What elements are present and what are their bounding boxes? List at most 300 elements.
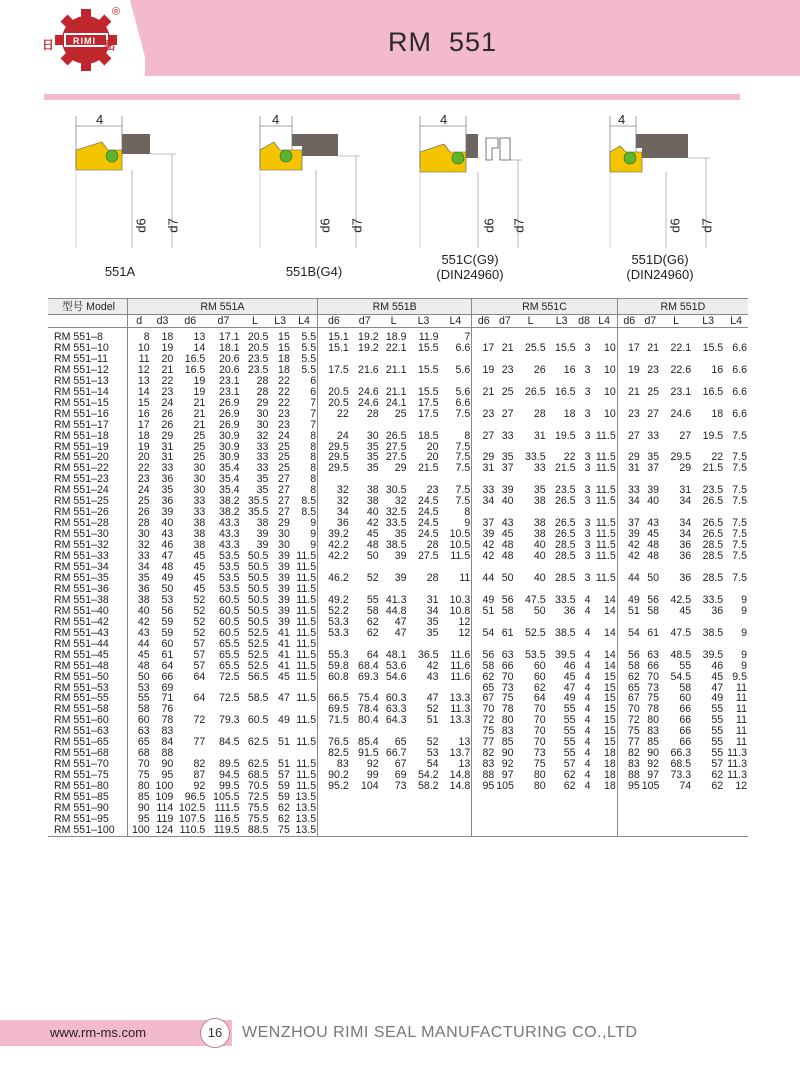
value-cell: 11.5 [296, 572, 317, 584]
value-cell: 49 [617, 595, 641, 606]
value-cell [472, 420, 496, 431]
value-cell [515, 354, 547, 365]
value-cell: 65 [394, 737, 407, 749]
model-cell: RM 551–65 [54, 737, 109, 749]
value-cell: 52.5 [247, 627, 269, 639]
value-cell [495, 803, 514, 814]
value-cell: 14 [127, 387, 151, 398]
table-row [48, 617, 748, 628]
value-cell: 63 [647, 649, 660, 661]
value-cell [241, 726, 270, 737]
value-cell: 82 [193, 759, 206, 771]
value-cell: 47 [711, 682, 724, 694]
dim-d6-label: d6 [317, 218, 333, 233]
value-cell: 61 [161, 649, 174, 661]
value-cell: 50 [366, 551, 379, 563]
value-cell: 25.5 [524, 342, 546, 354]
value-cell [380, 354, 408, 365]
value-cell [660, 584, 692, 595]
value-cell [407, 376, 439, 387]
value-cell [472, 814, 496, 825]
value-cell: 45 [366, 529, 379, 541]
value-cell: 73 [501, 682, 514, 694]
value-cell: 6.6 [455, 342, 471, 354]
value-cell: 66 [679, 715, 692, 727]
value-cell: 18 [161, 331, 174, 343]
table-row [48, 672, 748, 683]
value-cell [692, 825, 724, 836]
value-cell: 34 [426, 605, 439, 617]
value-cell [495, 792, 514, 803]
value-cell: 56 [617, 650, 641, 661]
value-cell: 18 [563, 408, 576, 420]
value-cell: 26.9 [218, 419, 240, 431]
value-cell: 31 [161, 441, 174, 453]
value-cell [592, 354, 618, 365]
model-cell: RM 551–26 [54, 507, 109, 519]
value-cell [592, 474, 618, 485]
model-cell: RM 551–40 [54, 605, 109, 617]
value-cell: 21 [472, 387, 496, 398]
table-row [48, 584, 748, 595]
value-cell: 3 [584, 342, 591, 354]
value-cell: 11.3 [727, 748, 747, 760]
value-cell: 45 [127, 650, 151, 661]
value-cell [692, 814, 724, 825]
value-cell [617, 562, 641, 573]
value-cell: 26.9 [218, 408, 240, 420]
value-cell: 22.1 [385, 342, 407, 354]
value-cell: 70 [472, 704, 496, 715]
value-cell: 50 [161, 583, 174, 595]
value-cell: 11 [736, 682, 747, 694]
logo-char-right: 密 [104, 38, 117, 52]
value-cell: 27 [472, 431, 496, 442]
value-cell: 50 [127, 672, 151, 683]
value-cell [350, 584, 380, 595]
model-cell: RM 551–8 [54, 331, 103, 343]
value-cell: 11.5 [296, 583, 317, 595]
model-cell: RM 551–17 [54, 419, 109, 431]
column-header: L [515, 315, 547, 328]
value-cell: 119.5 [213, 824, 240, 836]
value-cell: 25 [278, 463, 290, 475]
value-cell: 45 [193, 583, 206, 595]
value-cell: 32.5 [385, 507, 407, 519]
value-cell [318, 354, 350, 365]
value-cell: 69.5 [318, 704, 350, 715]
dim-4-label: 4 [272, 112, 280, 127]
value-cell: 16 [563, 364, 576, 376]
value-cell: 20.5 [247, 342, 269, 354]
value-cell [174, 748, 206, 759]
value-cell [617, 398, 641, 409]
table-row [48, 683, 748, 694]
table-row [48, 781, 748, 792]
value-cell: 3 [584, 364, 591, 376]
header-divider [44, 94, 740, 100]
value-cell: 10.5 [449, 529, 471, 541]
value-cell: 11.5 [595, 496, 616, 508]
value-cell: 83 [472, 759, 496, 770]
value-cell: 4 [584, 627, 591, 639]
value-cell: 43 [647, 518, 660, 530]
value-cell: 24.6 [358, 397, 379, 409]
value-cell [641, 803, 660, 814]
value-cell: 66 [161, 671, 174, 683]
value-cell: 80 [533, 770, 546, 782]
value-cell: 95 [472, 781, 496, 792]
value-cell [515, 617, 547, 628]
value-cell: 71 [161, 693, 174, 705]
value-cell [660, 442, 692, 453]
value-cell: 85.4 [358, 737, 379, 749]
model-cell: RM 551–55 [54, 693, 109, 705]
value-cell: 35.4 [218, 463, 240, 475]
value-cell: 42 [617, 551, 641, 562]
label-line: (DIN24960) [436, 267, 504, 282]
value-cell: 67 [394, 759, 407, 771]
value-cell: 60 [679, 693, 692, 705]
value-cell [692, 803, 724, 814]
value-cell: 37 [617, 518, 641, 529]
model-cell: RM 551–43 [54, 627, 109, 639]
value-cell: 62.5 [247, 759, 269, 771]
value-cell: 7.5 [732, 551, 747, 563]
value-cell [577, 354, 592, 365]
value-cell: 22 [127, 463, 151, 474]
value-cell: 25 [647, 386, 660, 398]
model-cell: RM 551–75 [54, 770, 109, 782]
value-cell: 60.5 [218, 616, 240, 628]
value-cell: 24.5 [417, 518, 439, 530]
value-cell: 82 [472, 748, 496, 759]
value-cell [350, 825, 380, 836]
value-cell [547, 442, 577, 453]
value-cell: 53.5 [218, 572, 240, 584]
value-cell: 72 [193, 715, 206, 727]
dim-d7-label: d7 [349, 218, 365, 233]
value-cell: 15 [603, 682, 616, 694]
value-cell: 24.1 [385, 397, 407, 409]
value-cell: 43 [161, 529, 174, 541]
value-cell: 31 [617, 463, 641, 474]
value-cell: 54 [426, 759, 439, 771]
value-cell: 33 [256, 441, 269, 453]
value-cell: 17 [472, 343, 496, 354]
value-cell [515, 639, 547, 650]
value-cell: 13.7 [449, 748, 471, 760]
model-cell: RM 551–53 [54, 682, 109, 694]
value-cell: 9 [741, 627, 747, 639]
value-cell: 34 [318, 507, 350, 518]
value-cell: 42.2 [318, 540, 350, 551]
model-cell: RM 551–12 [54, 364, 109, 376]
value-cell: 51 [472, 606, 496, 617]
value-cell: 45 [679, 605, 692, 617]
value-cell: 64 [533, 693, 546, 705]
value-cell [724, 474, 748, 485]
value-cell: 71.5 [318, 715, 350, 726]
value-cell: 72.5 [218, 671, 240, 683]
value-cell: 66 [679, 704, 692, 716]
value-cell: 40 [533, 551, 546, 563]
value-cell: 4 [584, 594, 591, 606]
value-cell [592, 792, 618, 803]
value-cell: 28.5 [554, 551, 576, 563]
value-cell: 66 [679, 737, 692, 749]
value-cell [495, 562, 514, 573]
value-cell: 28 [426, 540, 439, 552]
value-cell [617, 354, 641, 365]
table-row [48, 442, 748, 453]
value-cell: 70 [533, 737, 546, 749]
value-cell [472, 507, 496, 518]
value-cell: 50.5 [247, 616, 269, 628]
value-cell: 32 [318, 485, 350, 496]
value-cell: 42 [617, 540, 641, 551]
value-cell: 73 [647, 682, 660, 694]
value-cell: 47.5 [670, 627, 692, 639]
value-cell [495, 398, 514, 409]
value-cell: 31 [679, 485, 692, 497]
value-cell: 10 [603, 408, 616, 420]
value-cell [724, 825, 748, 836]
value-cell [641, 398, 660, 409]
value-cell [547, 639, 577, 650]
value-cell [724, 617, 748, 628]
value-cell: 11.5 [296, 671, 317, 683]
value-cell [592, 420, 618, 431]
value-cell: 49 [472, 595, 496, 606]
value-cell: 3 [584, 463, 591, 475]
value-cell: 33 [647, 430, 660, 442]
value-cell: 15 [603, 704, 616, 716]
value-cell: 82.5 [318, 748, 350, 759]
value-cell: 26.5 [385, 430, 407, 442]
value-cell [724, 507, 748, 518]
column-header: L3 [692, 315, 724, 328]
value-cell: 65.5 [218, 638, 240, 650]
value-cell: 11.5 [450, 551, 471, 563]
value-cell: 55 [563, 715, 576, 727]
value-cell: 9 [464, 518, 471, 530]
value-cell [660, 507, 692, 518]
value-cell: 29 [394, 463, 407, 475]
value-cell: 3 [584, 485, 591, 497]
model-cell: RM 551–34 [54, 562, 109, 573]
value-cell: 24.5 [417, 507, 439, 519]
value-cell [206, 704, 240, 715]
value-cell: 17.5 [318, 365, 350, 376]
value-cell [350, 639, 380, 650]
value-cell [495, 617, 514, 628]
value-cell: 42 [127, 617, 151, 628]
value-cell: 16.5 [184, 364, 206, 376]
value-cell: 20 [426, 441, 439, 453]
value-cell: 55 [563, 737, 576, 749]
value-cell: 30 [193, 463, 206, 475]
value-cell: 62 [711, 770, 724, 782]
value-cell: 29 [278, 518, 290, 530]
value-cell: 15 [603, 671, 616, 683]
value-cell: 9 [741, 605, 747, 617]
value-cell: 30 [366, 430, 379, 442]
value-cell [641, 617, 660, 628]
value-cell: 55 [127, 693, 151, 704]
value-cell: 13.3 [449, 715, 471, 727]
value-cell: 69 [161, 682, 174, 694]
value-cell: 19 [127, 442, 151, 453]
column-header: d8 [578, 315, 590, 327]
value-cell: 52 [193, 627, 206, 639]
value-cell: 48 [647, 540, 660, 552]
value-cell: 39 [161, 507, 174, 519]
value-cell: 21 [193, 408, 206, 420]
value-cell [318, 825, 350, 836]
model-cell: RM 551–58 [54, 704, 109, 716]
value-cell [692, 354, 724, 365]
page-title: RM 551 [388, 27, 498, 57]
value-cell: 26 [161, 419, 174, 431]
table-row [48, 496, 748, 507]
value-cell: 80 [533, 781, 546, 793]
value-cell [660, 420, 692, 431]
value-cell: 66.3 [670, 748, 692, 760]
value-cell: 11.5 [595, 551, 616, 563]
label-line: (DIN24960) [626, 267, 694, 282]
value-cell: 20.6 [218, 364, 240, 376]
value-cell [515, 825, 547, 836]
value-cell [660, 803, 692, 814]
column-header: L3 [547, 315, 577, 328]
value-cell: 50 [647, 572, 660, 584]
value-cell: 59 [161, 627, 174, 639]
value-cell: 73 [394, 781, 407, 793]
value-cell: 38 [193, 518, 206, 530]
value-cell: 29 [617, 452, 641, 463]
value-cell: 62 [278, 802, 290, 814]
value-cell: 22 [318, 409, 350, 420]
value-cell: 38.2 [218, 507, 240, 519]
value-cell [206, 683, 240, 694]
value-cell: 50.5 [247, 583, 269, 595]
value-cell: 69.3 [358, 671, 379, 683]
value-cell: 28.5 [554, 540, 576, 552]
value-cell [515, 420, 547, 431]
table-row [48, 328, 748, 343]
value-cell: 48 [501, 551, 514, 563]
value-cell: 80 [647, 715, 660, 727]
value-cell: 48 [501, 540, 514, 552]
model-cell: RM 551–45 [54, 649, 109, 661]
value-cell: 39 [278, 562, 290, 573]
value-cell [617, 376, 641, 387]
value-cell: 35.5 [247, 507, 269, 519]
value-cell: 17.1 [218, 331, 240, 343]
value-cell: 84 [161, 737, 174, 749]
value-cell: 23.5 [702, 485, 724, 497]
column-header: d6 [318, 315, 350, 328]
value-cell: 54.6 [385, 671, 407, 683]
value-cell [660, 376, 692, 387]
value-cell [617, 507, 641, 518]
value-cell [350, 376, 380, 387]
value-cell: 66 [647, 660, 660, 672]
value-cell: 52 [193, 594, 206, 606]
value-cell: 76.5 [318, 737, 350, 748]
value-cell: 12 [458, 627, 471, 639]
page-number: 16 [200, 1018, 230, 1048]
value-cell: 83 [318, 759, 350, 770]
value-cell: 21.5 [417, 463, 439, 475]
value-cell: 57 [193, 638, 206, 650]
model-cell: RM 551–23 [54, 474, 109, 486]
value-cell [660, 562, 692, 573]
column-header: L4 [724, 315, 748, 328]
value-cell: 64 [161, 660, 174, 672]
value-cell [472, 354, 496, 365]
value-cell [495, 420, 514, 431]
value-cell: 49 [563, 693, 576, 705]
value-cell: 43 [501, 518, 514, 530]
value-cell: 18 [603, 759, 616, 771]
value-cell: 13.5 [295, 824, 317, 836]
value-cell: 59 [278, 792, 290, 803]
value-cell: 27 [278, 474, 290, 486]
value-cell: 75 [501, 693, 514, 705]
value-cell: 36 [563, 605, 576, 617]
value-cell: 36 [679, 551, 692, 563]
model-cell: RM 551–13 [54, 375, 109, 387]
value-cell: 21.1 [385, 364, 407, 376]
value-cell: 83 [501, 726, 514, 738]
value-cell: 29 [256, 397, 269, 409]
value-cell: 11.3 [727, 770, 747, 782]
value-cell [407, 814, 439, 825]
value-cell [547, 814, 577, 825]
value-cell: 7.5 [455, 496, 471, 508]
value-cell: 77 [472, 737, 496, 748]
value-cell [380, 803, 408, 814]
value-cell: 35.5 [247, 496, 269, 508]
value-cell: 58 [647, 605, 660, 617]
value-cell: 22 [278, 397, 290, 409]
value-cell: 77 [193, 737, 206, 749]
value-cell: 110.5 [179, 824, 206, 836]
value-cell: 75 [127, 770, 151, 781]
value-cell [241, 748, 270, 759]
column-header: L3 [269, 315, 290, 328]
value-cell: 18 [603, 781, 616, 793]
value-cell [380, 825, 408, 836]
diagram-551c-label [410, 252, 530, 282]
value-cell: 43 [426, 671, 439, 683]
value-cell [592, 814, 618, 825]
value-cell: 8 [464, 507, 471, 519]
value-cell: 21.1 [385, 386, 407, 398]
value-cell [577, 584, 592, 595]
value-cell: 54 [617, 628, 641, 639]
value-cell: 94.5 [218, 770, 240, 782]
footer-url-link[interactable]: www.rm-ms.com [50, 1025, 147, 1040]
value-cell: 29.5 [318, 463, 350, 474]
model-cell: RM 551–85 [54, 792, 109, 803]
value-cell: 16.5 [702, 386, 724, 398]
model-cell: RM 551–24 [54, 485, 109, 497]
value-cell: 47 [161, 551, 174, 563]
value-cell: 34 [679, 529, 692, 541]
